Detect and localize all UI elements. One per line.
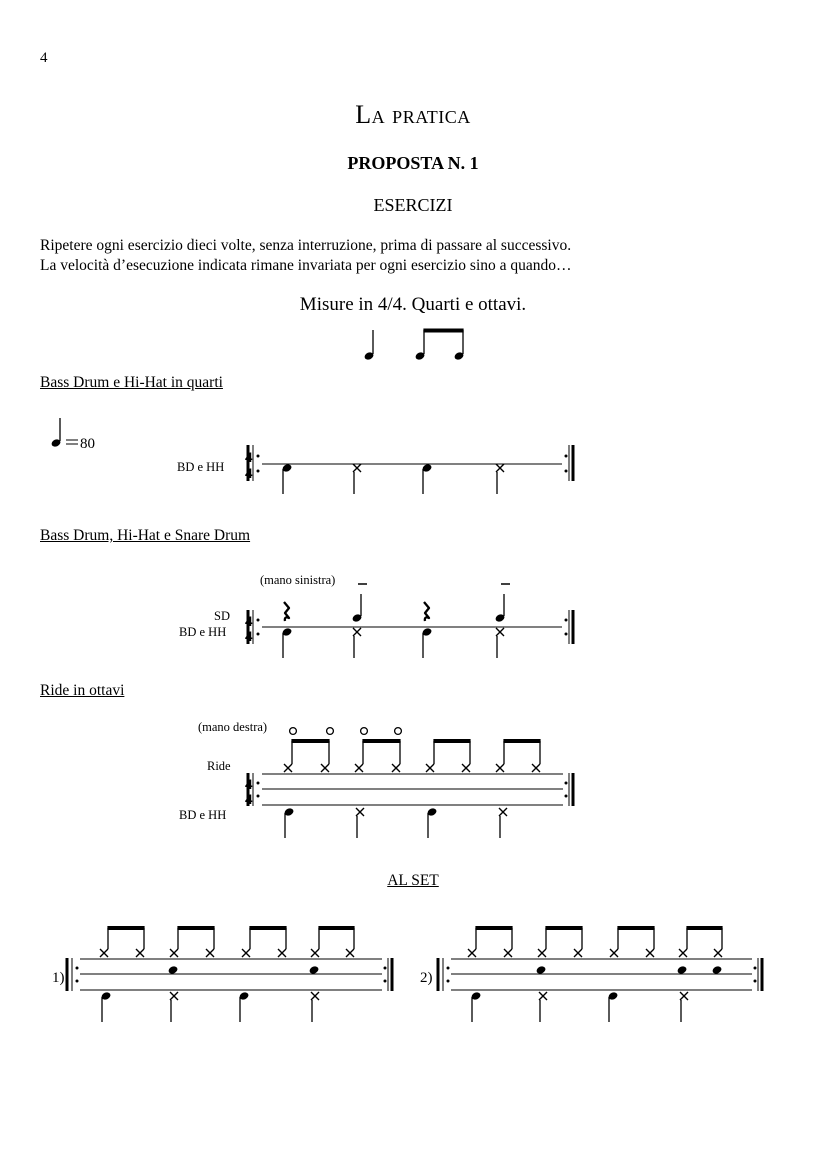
staff-al-set-1 [52, 926, 392, 1022]
chapter-title: La pratica [355, 100, 471, 129]
time-sig-bottom: 4 [245, 792, 253, 808]
staff-al-set-2 [420, 926, 762, 1022]
staff-label-bd-hh: BD e HH [179, 808, 227, 822]
time-sig-top: 4 [245, 777, 253, 793]
staff-exercise-2 [179, 573, 573, 658]
exercise-1-heading: Bass Drum e Hi-Hat in quarti [40, 374, 223, 391]
section-title: ESERCIZI [373, 195, 453, 215]
ride-pattern [284, 728, 541, 772]
tempo-value: 80 [80, 436, 95, 452]
staff-exercise-3 [179, 720, 573, 838]
al-set-heading: AL SET [387, 872, 439, 889]
proposal-title: PROPOSTA N. 1 [347, 153, 479, 173]
instruction-line-2: La velocità d’esecuzione indicata rimane invariata per ogni esercizio sino a quando… [40, 257, 572, 274]
exercise-3-heading: Ride in ottavi [40, 682, 125, 699]
hand-note-right: (mano destra) [198, 720, 268, 734]
staff-label-bd-hh: BD e HH [179, 625, 227, 639]
staff-label-ride: Ride [207, 759, 231, 773]
time-sig-top: 4 [245, 614, 253, 630]
instruction-line-1: Ripetere ogni esercizio dieci volte, senza interruzione, prima di passare al successivo. [40, 237, 572, 254]
tempo-mark [50, 418, 95, 452]
exercise-2-heading: Bass Drum, Hi-Hat e Snare Drum [40, 527, 251, 544]
meter-title: Misure in 4/4. Quarti e ottavi. [299, 294, 527, 315]
staff-exercise-1 [177, 445, 573, 494]
header-rhythm [363, 329, 464, 362]
page-number: 4 [40, 50, 48, 66]
exercise-label-2: 2) [420, 970, 433, 986]
staff-label-sd: SD [214, 609, 230, 623]
time-sig-bottom: 4 [245, 466, 253, 482]
hand-note-left: (mano sinistra) [260, 573, 336, 587]
staff-label-bd-hh: BD e HH [177, 460, 225, 474]
time-sig-bottom: 4 [245, 629, 253, 645]
exercise-label-1: 1) [52, 970, 65, 986]
time-sig-top: 4 [245, 450, 253, 466]
